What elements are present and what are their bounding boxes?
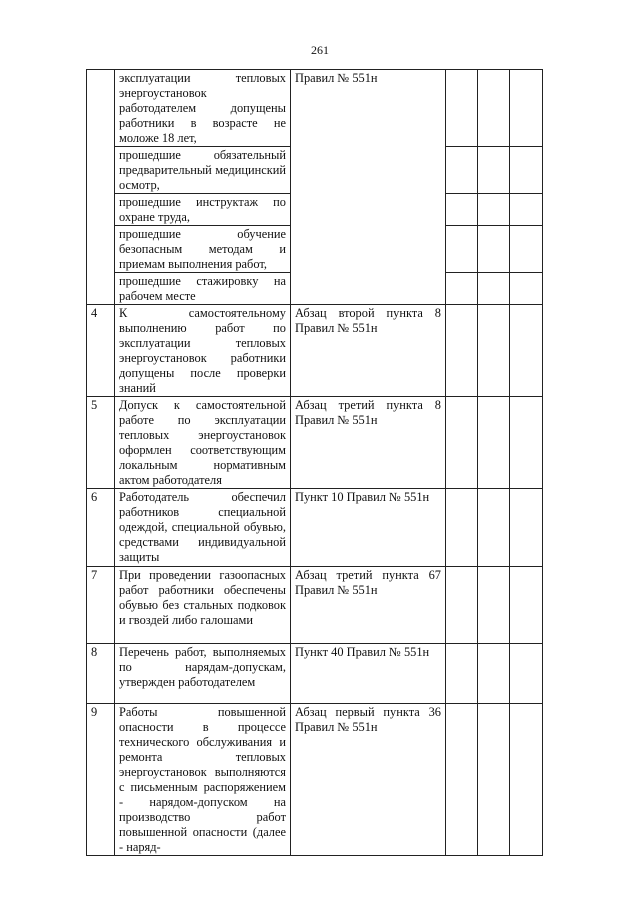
row-number-cell: 4 bbox=[87, 305, 115, 397]
table-row bbox=[87, 305, 543, 397]
page-number: 261 bbox=[311, 43, 329, 57]
answer-no-cell bbox=[478, 70, 510, 147]
table-row bbox=[87, 397, 543, 489]
answer-yes-cell bbox=[446, 704, 478, 856]
reference-cell: Абзац третий пункта 67 Правил № 551н bbox=[291, 567, 446, 644]
answer-no-cell bbox=[478, 397, 510, 489]
answer-yes-cell bbox=[446, 226, 478, 273]
answer-na-cell bbox=[510, 147, 543, 194]
requirement-cell: эксплуатации тепловых энергоустановок работодателем допущены работники в возрасте не моложе 18 лет, bbox=[115, 70, 291, 147]
answer-na-cell bbox=[510, 70, 543, 147]
reference-cell: Пункт 40 Правил № 551н bbox=[291, 644, 446, 704]
answer-na-cell bbox=[510, 305, 543, 397]
row-number-cell bbox=[87, 70, 115, 305]
table-row bbox=[87, 489, 543, 567]
answer-yes-cell bbox=[446, 147, 478, 194]
answer-na-cell bbox=[510, 567, 543, 644]
table-row bbox=[87, 704, 543, 856]
requirement-cell: прошедшие инструктаж по охране труда, bbox=[115, 194, 291, 226]
reference-cell: Абзац второй пункта 8 Правил № 551н bbox=[291, 305, 446, 397]
row-number-cell: 8 bbox=[87, 644, 115, 704]
requirement-cell: прошедшие стажировку на рабочем месте bbox=[115, 273, 291, 305]
answer-na-cell bbox=[510, 704, 543, 856]
answer-yes-cell bbox=[446, 305, 478, 397]
reference-cell: Абзац первый пункта 36 Правил № 551н bbox=[291, 704, 446, 856]
requirement-cell: Перечень работ, выполняемых по нарядам-допускам, утвержден работодателем bbox=[115, 644, 291, 704]
checklist-table bbox=[86, 69, 543, 856]
row-number-cell: 5 bbox=[87, 397, 115, 489]
answer-yes-cell bbox=[446, 397, 478, 489]
table-row bbox=[87, 567, 543, 644]
reference-cell: Абзац третий пункта 8 Правил № 551н bbox=[291, 397, 446, 489]
answer-no-cell bbox=[478, 273, 510, 305]
answer-no-cell bbox=[478, 644, 510, 704]
table-row bbox=[87, 70, 543, 147]
answer-no-cell bbox=[478, 194, 510, 226]
requirement-cell: прошедшие обучение безопасным методам и приемам выполнения работ, bbox=[115, 226, 291, 273]
answer-no-cell bbox=[478, 704, 510, 856]
row-number-cell: 7 bbox=[87, 567, 115, 644]
answer-na-cell bbox=[510, 489, 543, 567]
requirement-cell: К самостоятельному выполнению работ по эксплуатации тепловых энергоустановок работники допущены после проверки знаний bbox=[115, 305, 291, 397]
reference-cell: Правил № 551н bbox=[291, 70, 446, 305]
answer-yes-cell bbox=[446, 567, 478, 644]
answer-yes-cell bbox=[446, 70, 478, 147]
requirement-cell: При проведении газоопасных работ работники обеспечены обувью без стальных подковок и гвоздей либо галошами bbox=[115, 567, 291, 644]
answer-no-cell bbox=[478, 489, 510, 567]
answer-na-cell bbox=[510, 273, 543, 305]
answer-no-cell bbox=[478, 567, 510, 644]
reference-cell: Пункт 10 Правил № 551н bbox=[291, 489, 446, 567]
requirement-cell: Работы повышенной опасности в процессе технического обслуживания и ремонта тепловых энергоустановок выполняются с письменным распоряжением - нарядом-допуском на производство работ повышенной опасности (далее - наряд- bbox=[115, 704, 291, 856]
requirement-cell: Допуск к самостоятельной работе по эксплуатации тепловых энергоустановок оформлен соответствующим локальным нормативным актом работодателя bbox=[115, 397, 291, 489]
row-number-cell: 9 bbox=[87, 704, 115, 856]
answer-yes-cell bbox=[446, 644, 478, 704]
requirement-cell: прошедшие обязательный предварительный медицинский осмотр, bbox=[115, 147, 291, 194]
answer-yes-cell bbox=[446, 273, 478, 305]
answer-no-cell bbox=[478, 305, 510, 397]
answer-na-cell bbox=[510, 397, 543, 489]
table-row bbox=[87, 644, 543, 704]
answer-na-cell bbox=[510, 644, 543, 704]
answer-no-cell bbox=[478, 147, 510, 194]
answer-yes-cell bbox=[446, 489, 478, 567]
row-number-cell: 6 bbox=[87, 489, 115, 567]
answer-no-cell bbox=[478, 226, 510, 273]
answer-na-cell bbox=[510, 226, 543, 273]
answer-yes-cell bbox=[446, 194, 478, 226]
answer-na-cell bbox=[510, 194, 543, 226]
requirement-cell: Работодатель обеспечил работников специальной одеждой, специальной обувью, средствами индивидуальной защиты bbox=[115, 489, 291, 567]
